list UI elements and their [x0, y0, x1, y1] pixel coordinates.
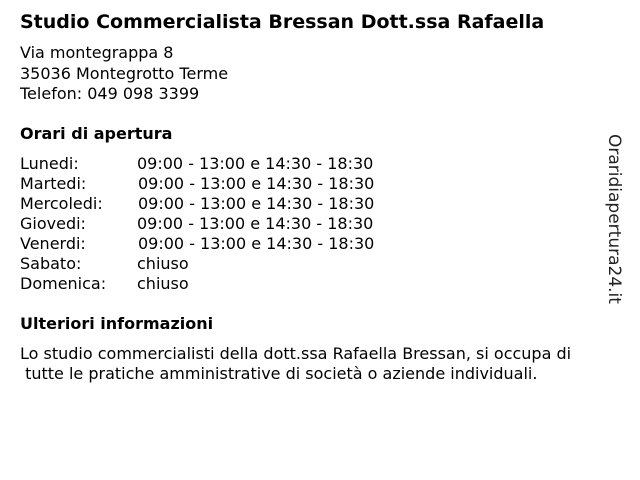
time-value: 09:00 - 13:00 e 14:30 - 18:30	[138, 194, 375, 213]
additional-info-text: Lo studio commercialisti della dott.ssa Rafaella Bressan, si occupa di tutte le pratiche amministrative di società o aziende individuali.	[20, 344, 572, 383]
business-contact	[20, 43, 228, 105]
time-value: 09:00 - 13:00 e 14:30 - 18:30	[137, 154, 374, 173]
day-label: Sabato:	[20, 254, 82, 273]
site-watermark: Oraridiapertura24.it	[604, 134, 624, 304]
address-street: Via montegrappa 8	[20, 43, 174, 62]
business-name: Studio Commercialista Bressan Dott.ssa Rafaella	[20, 11, 545, 33]
day-label: Mercoledi:	[20, 194, 103, 213]
time-value: 09:00 - 13:00 e 14:30 - 18:30	[138, 234, 375, 253]
day-label: Venerdi:	[20, 234, 86, 253]
day-label: Giovedi:	[20, 214, 86, 233]
address-city: 35036 Montegrotto Terme	[20, 63, 229, 83]
phone-number: Telefon: 049 098 3399	[20, 84, 200, 103]
additional-info-heading: Ulteriori informazioni	[20, 314, 214, 333]
time-value: chiuso	[137, 274, 189, 293]
day-label: Lunedi:	[20, 154, 79, 173]
time-value: chiuso	[137, 254, 189, 273]
opening-hours-heading: Orari di apertura	[20, 124, 173, 143]
day-label: Martedi:	[20, 174, 87, 193]
time-value: 09:00 - 13:00 e 14:30 - 18:30	[138, 174, 375, 193]
time-value: 09:00 - 13:00 e 14:30 - 18:30	[137, 214, 374, 233]
day-label: Domenica:	[20, 274, 107, 293]
